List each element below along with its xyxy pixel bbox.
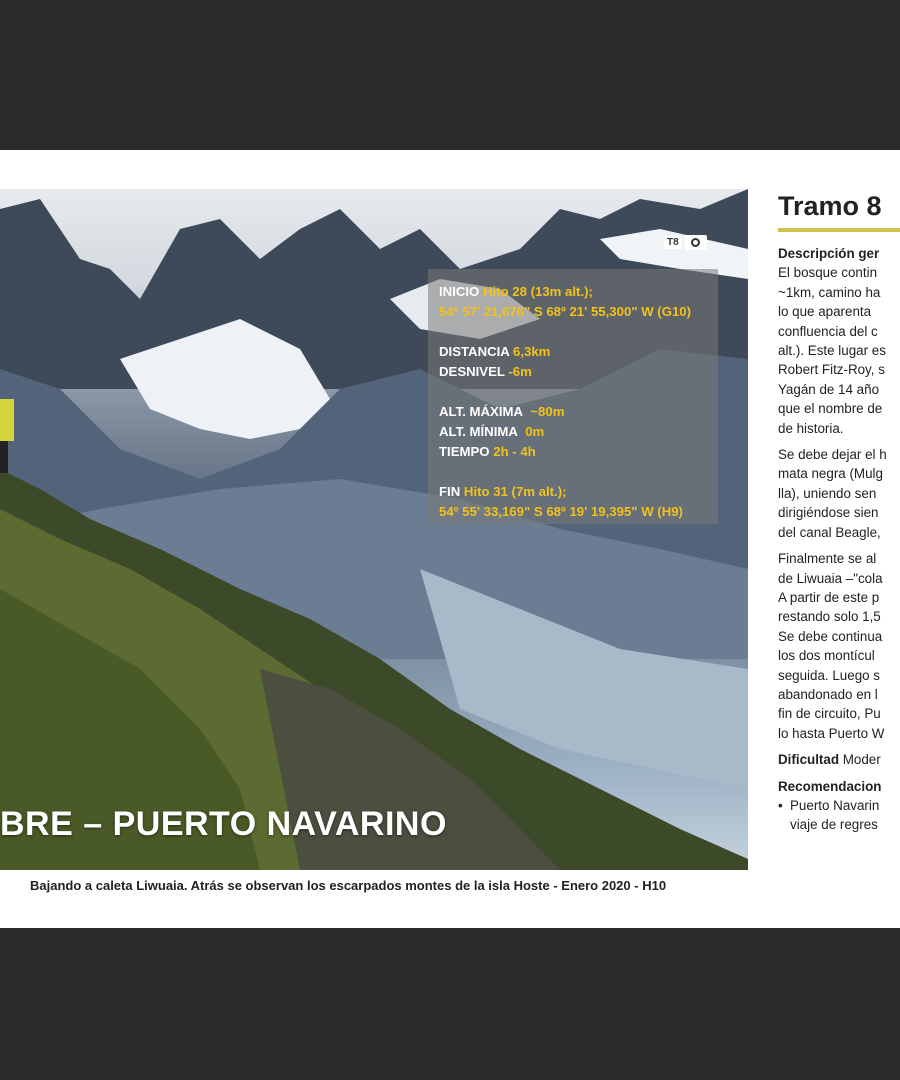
dificultad-row bbox=[778, 750, 900, 769]
text-line: lla), uniendo sen bbox=[778, 485, 877, 501]
dificultad-label: Dificultad bbox=[778, 752, 840, 768]
tiempo-label: TIEMPO bbox=[439, 444, 490, 459]
desnivel-value: -6m bbox=[508, 364, 532, 379]
description-heading: Descripción ger bbox=[778, 246, 880, 261]
hiker-jacket bbox=[0, 399, 14, 441]
list-item: • Puerto Navarin bbox=[778, 796, 900, 815]
text-line: El bosque contin bbox=[778, 265, 878, 281]
text-line: Yagán de 14 año bbox=[778, 381, 880, 397]
alt-min-label: ALT. MÍNIMA bbox=[439, 424, 518, 439]
text-line: ~1km, camino ha bbox=[778, 284, 881, 300]
badge-label: T8 bbox=[664, 236, 682, 249]
text-line: dirigiéndose sien bbox=[778, 505, 879, 521]
section-badge bbox=[664, 235, 707, 250]
text-line: fin de circuito, Pu bbox=[778, 706, 881, 722]
text-line: alt.). Este lugar es bbox=[778, 343, 886, 359]
text-line: lo hasta Puerto W bbox=[778, 725, 885, 741]
distancia-label: DISTANCIA bbox=[439, 344, 510, 359]
inicio-value: Hito 28 (13m alt.); bbox=[482, 284, 593, 299]
recommendations-heading: Recomendacion bbox=[778, 778, 882, 794]
alt-max-value: ~80m bbox=[530, 404, 565, 419]
text-line: Finalmente se al bbox=[778, 551, 877, 567]
section-title: Tramo 8 bbox=[778, 191, 882, 221]
text-line: del canal Beagle, bbox=[778, 524, 881, 540]
text-line: confluencia del c bbox=[778, 323, 878, 339]
tiempo-value: 2h - 4h bbox=[493, 444, 536, 459]
paragraph-2 bbox=[778, 445, 900, 542]
fin-value: Hito 31 (7m alt.); bbox=[463, 484, 567, 499]
fin-coords: 54º 55' 33,169" S 68º 19' 19,395" W (H9) bbox=[439, 504, 683, 519]
text-column bbox=[778, 188, 900, 835]
alt-max-row bbox=[439, 402, 691, 422]
text-line: Se debe continua bbox=[778, 628, 883, 644]
text-line: de Liwuaia –"cola bbox=[778, 570, 883, 586]
fin-label: FIN bbox=[439, 484, 461, 499]
inicio-label: INICIO bbox=[439, 284, 480, 299]
paragraph-1 bbox=[778, 263, 900, 438]
text-line: mata negra (Mulg bbox=[778, 466, 883, 482]
distancia-row bbox=[439, 342, 691, 362]
camera-icon bbox=[685, 235, 707, 250]
title-rule bbox=[778, 228, 900, 232]
fin-row bbox=[439, 482, 691, 502]
distancia-value: 6,3km bbox=[513, 344, 551, 359]
route-info bbox=[439, 282, 691, 522]
photo-title: BRE – PUERTO NAVARINO bbox=[0, 805, 447, 843]
landscape-photo bbox=[0, 189, 748, 870]
text-line: lo que aparenta bbox=[778, 304, 872, 320]
document-page bbox=[0, 150, 900, 928]
text-line: Se debe dejar el h bbox=[778, 447, 887, 463]
text-line: de historia. bbox=[778, 420, 844, 436]
text-line: Robert Fitz-Roy, s bbox=[778, 362, 885, 378]
dificultad-value: Moder bbox=[842, 752, 881, 768]
text-line: seguida. Luego s bbox=[778, 667, 880, 683]
alt-min-row bbox=[439, 422, 691, 442]
tiempo-row bbox=[439, 442, 691, 462]
desnivel-row bbox=[439, 362, 691, 382]
desnivel-label: DESNIVEL bbox=[439, 364, 505, 379]
text-line: los dos montícul bbox=[778, 648, 875, 664]
text-line: A partir de este p bbox=[778, 589, 880, 605]
text-line: que el nombre de bbox=[778, 401, 883, 417]
paragraph-3 bbox=[778, 549, 900, 743]
alt-min-value: 0m bbox=[525, 424, 545, 439]
photo-caption: Bajando a caleta Liwuaia. Atrás se observan los escarpados montes de la isla Hoste - Enero 2020 - H10 bbox=[30, 878, 667, 893]
inicio-coords: 54º 57' 21,676" S 68º 21' 55,300" W (G10) bbox=[439, 304, 692, 319]
alt-max-label: ALT. MÁXIMA bbox=[439, 404, 523, 419]
list-item: viaje de regres bbox=[790, 817, 878, 833]
inicio-row bbox=[439, 282, 691, 302]
hiker-legs bbox=[0, 441, 8, 473]
text-line: abandonado en l bbox=[778, 686, 878, 702]
text-line: restando solo 1,5 bbox=[778, 609, 881, 625]
